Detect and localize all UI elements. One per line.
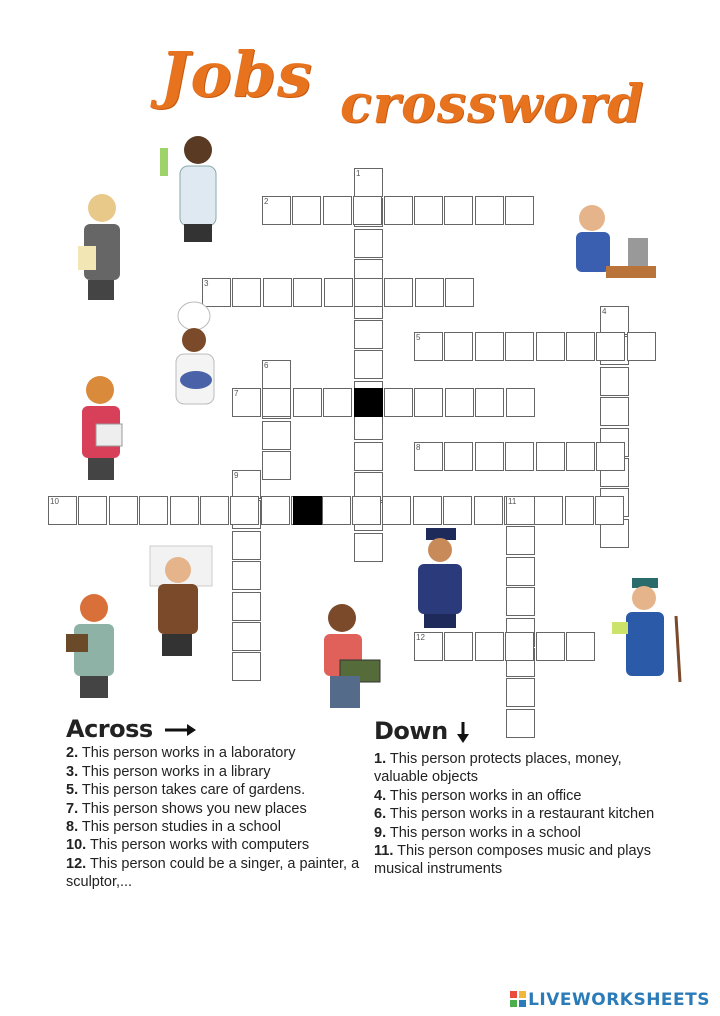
grid-cell[interactable] xyxy=(505,332,534,361)
chef-illustration xyxy=(160,300,232,418)
grid-cell[interactable] xyxy=(627,332,656,361)
grid-cell[interactable] xyxy=(443,496,472,525)
clue-number: 11. xyxy=(374,843,394,860)
clue-text: This person works in a laboratory xyxy=(81,745,296,762)
grid-cell[interactable] xyxy=(414,388,443,417)
grid-cell[interactable] xyxy=(323,388,352,417)
clue-number: 12. xyxy=(66,855,87,872)
grid-cell[interactable] xyxy=(230,496,259,525)
grid-cell[interactable] xyxy=(444,332,473,361)
clue-number: 7. xyxy=(66,800,79,817)
grid-cell[interactable] xyxy=(445,278,474,307)
grid-cell[interactable] xyxy=(566,332,595,361)
clue-text: This person works with computers xyxy=(89,837,310,854)
grid-cell[interactable] xyxy=(566,442,595,471)
clue-number: 4. xyxy=(374,787,387,804)
grid-cell[interactable] xyxy=(232,592,261,621)
grid-cell[interactable] xyxy=(444,632,473,661)
receptionist-illustration xyxy=(66,186,136,306)
grid-cell[interactable] xyxy=(292,196,321,225)
down-clue xyxy=(374,824,674,842)
scientist-illustration xyxy=(150,128,240,246)
grid-cell[interactable] xyxy=(414,196,443,225)
grid-cell[interactable] xyxy=(324,278,353,307)
grid-cell[interactable] xyxy=(475,632,504,661)
down-clue xyxy=(374,842,674,879)
grid-cell[interactable] xyxy=(232,652,261,681)
grid-number: 9 xyxy=(234,471,239,480)
grid-number: 3 xyxy=(204,279,209,288)
clue-text: This person works in a school xyxy=(389,824,581,841)
across-clue xyxy=(66,744,366,762)
grid-cell[interactable] xyxy=(536,442,565,471)
grid-cell[interactable] xyxy=(474,496,503,525)
grid-cell[interactable] xyxy=(536,332,565,361)
grid-cell[interactable] xyxy=(600,397,629,426)
across-clue xyxy=(66,855,366,892)
grid-cell-black xyxy=(354,388,383,417)
grid-cell[interactable] xyxy=(596,442,625,471)
liveworksheets-logo-text: LIVEWORKSHEETS xyxy=(528,990,710,1010)
grid-cell[interactable] xyxy=(536,632,565,661)
grid-cell[interactable] xyxy=(475,332,504,361)
grid-number: 4 xyxy=(602,307,607,316)
grid-cell[interactable] xyxy=(232,622,261,651)
grid-cell[interactable] xyxy=(262,421,291,450)
grid-cell[interactable] xyxy=(444,442,473,471)
clue-number: 8. xyxy=(66,819,79,836)
grid-number: 10 xyxy=(50,497,59,506)
liveworksheets-mark-icon xyxy=(510,991,526,1007)
down-heading-text: Down xyxy=(374,717,448,745)
down-heading xyxy=(374,717,674,745)
grid-cell[interactable] xyxy=(232,278,261,307)
grid-cell[interactable] xyxy=(352,496,381,525)
title-crossword: crossword xyxy=(340,74,645,135)
clue-number: 5. xyxy=(66,782,79,799)
grid-cell[interactable] xyxy=(354,320,383,349)
grid-cell[interactable] xyxy=(505,442,534,471)
across-clues xyxy=(66,715,366,892)
down-clues xyxy=(374,717,674,879)
across-clue xyxy=(66,836,366,854)
grid-cell[interactable] xyxy=(445,388,474,417)
grid-number: 7 xyxy=(234,389,239,398)
student-illustration xyxy=(310,598,386,712)
clue-number: 6. xyxy=(374,806,387,823)
across-clue xyxy=(66,781,366,799)
grid-cell[interactable] xyxy=(232,531,261,560)
clue-text: This person works in an office xyxy=(389,787,582,804)
grid-cell[interactable] xyxy=(566,632,595,661)
grid-number: 5 xyxy=(416,333,421,342)
across-clue xyxy=(66,763,366,781)
down-clue xyxy=(374,750,674,787)
grid-cell[interactable] xyxy=(353,196,382,225)
clue-text: This person studies in a school xyxy=(81,819,281,836)
grid-cell[interactable] xyxy=(506,557,535,586)
grid-cell[interactable] xyxy=(323,196,352,225)
grid-cell[interactable] xyxy=(263,278,292,307)
grid-number: 6 xyxy=(264,361,269,370)
grid-cell[interactable] xyxy=(506,526,535,555)
grid-cell[interactable] xyxy=(475,388,504,417)
grid-cell[interactable] xyxy=(595,496,624,525)
clue-number: 2. xyxy=(66,745,79,762)
teacher-illustration xyxy=(140,544,220,662)
grid-cell[interactable] xyxy=(506,678,535,707)
grid-cell[interactable] xyxy=(384,196,413,225)
grid-cell[interactable] xyxy=(506,587,535,616)
grid-number: 12 xyxy=(416,633,425,642)
grid-cell[interactable] xyxy=(506,388,535,417)
down-arrow-icon xyxy=(456,720,470,744)
grid-cell[interactable] xyxy=(600,367,629,396)
clue-text: This person works in a library xyxy=(81,763,271,780)
grid-number: 8 xyxy=(416,443,421,452)
across-clue xyxy=(66,800,366,818)
clue-text: This person takes care of gardens. xyxy=(81,782,306,799)
grid-cell[interactable] xyxy=(596,332,625,361)
gardener-illustration xyxy=(610,576,690,686)
title-jobs: Jobs xyxy=(160,38,313,111)
grid-cell[interactable] xyxy=(78,496,107,525)
grid-cell[interactable] xyxy=(139,496,168,525)
right-arrow-icon xyxy=(161,722,197,738)
clue-text: This person could be a singer, a painter, a sculptor,... xyxy=(66,855,360,891)
grid-cell[interactable] xyxy=(384,388,413,417)
clue-number: 10. xyxy=(66,837,87,854)
grid-cell[interactable] xyxy=(444,196,473,225)
grid-cell[interactable] xyxy=(534,496,563,525)
grid-cell[interactable] xyxy=(413,496,442,525)
grid-cell[interactable] xyxy=(261,496,290,525)
grid-cell[interactable] xyxy=(505,632,534,661)
grid-cell[interactable] xyxy=(262,388,291,417)
grid-cell[interactable] xyxy=(475,196,504,225)
clue-text: This person shows you new places xyxy=(81,800,307,817)
clue-number: 1. xyxy=(374,751,387,767)
grid-number: 2 xyxy=(264,197,269,206)
grid-cell[interactable] xyxy=(384,278,413,307)
across-clue xyxy=(66,818,366,836)
grid-cell[interactable] xyxy=(354,442,383,471)
across-heading xyxy=(66,715,366,743)
grid-number: 1 xyxy=(356,169,361,178)
down-clue xyxy=(374,805,674,823)
grid-cell[interactable] xyxy=(200,496,229,525)
clue-text: This person composes music and plays musical instruments xyxy=(374,843,652,878)
office-worker-illustration xyxy=(56,588,132,702)
clue-text: This person works in a restaurant kitchen xyxy=(389,806,655,823)
grid-cell[interactable] xyxy=(109,496,138,525)
grid-cell[interactable] xyxy=(354,533,383,562)
grid-cell[interactable] xyxy=(354,229,383,258)
grid-number: 11 xyxy=(508,497,517,506)
grid-cell[interactable] xyxy=(293,388,322,417)
grid-cell[interactable] xyxy=(505,196,534,225)
grid-cell[interactable] xyxy=(262,451,291,480)
grid-cell[interactable] xyxy=(322,496,351,525)
clue-number: 3. xyxy=(66,763,79,780)
liveworksheets-logo xyxy=(510,990,710,1010)
clue-number: 9. xyxy=(374,824,387,841)
grid-cell[interactable] xyxy=(293,278,322,307)
grid-cell[interactable] xyxy=(232,561,261,590)
grid-cell[interactable] xyxy=(382,496,411,525)
grid-cell[interactable] xyxy=(565,496,594,525)
across-heading-text: Across xyxy=(66,715,153,743)
grid-cell-black xyxy=(293,496,322,525)
grid-cell[interactable] xyxy=(354,350,383,379)
computer-worker-illustration xyxy=(566,196,658,292)
grid-cell[interactable] xyxy=(170,496,199,525)
security-guard-illustration xyxy=(402,526,478,632)
grid-cell[interactable] xyxy=(354,278,383,307)
librarian-illustration xyxy=(66,368,136,486)
clue-text: This person protects places, money, valuable objects xyxy=(374,751,622,786)
grid-cell[interactable] xyxy=(415,278,444,307)
down-clue xyxy=(374,787,674,805)
grid-cell[interactable] xyxy=(475,442,504,471)
